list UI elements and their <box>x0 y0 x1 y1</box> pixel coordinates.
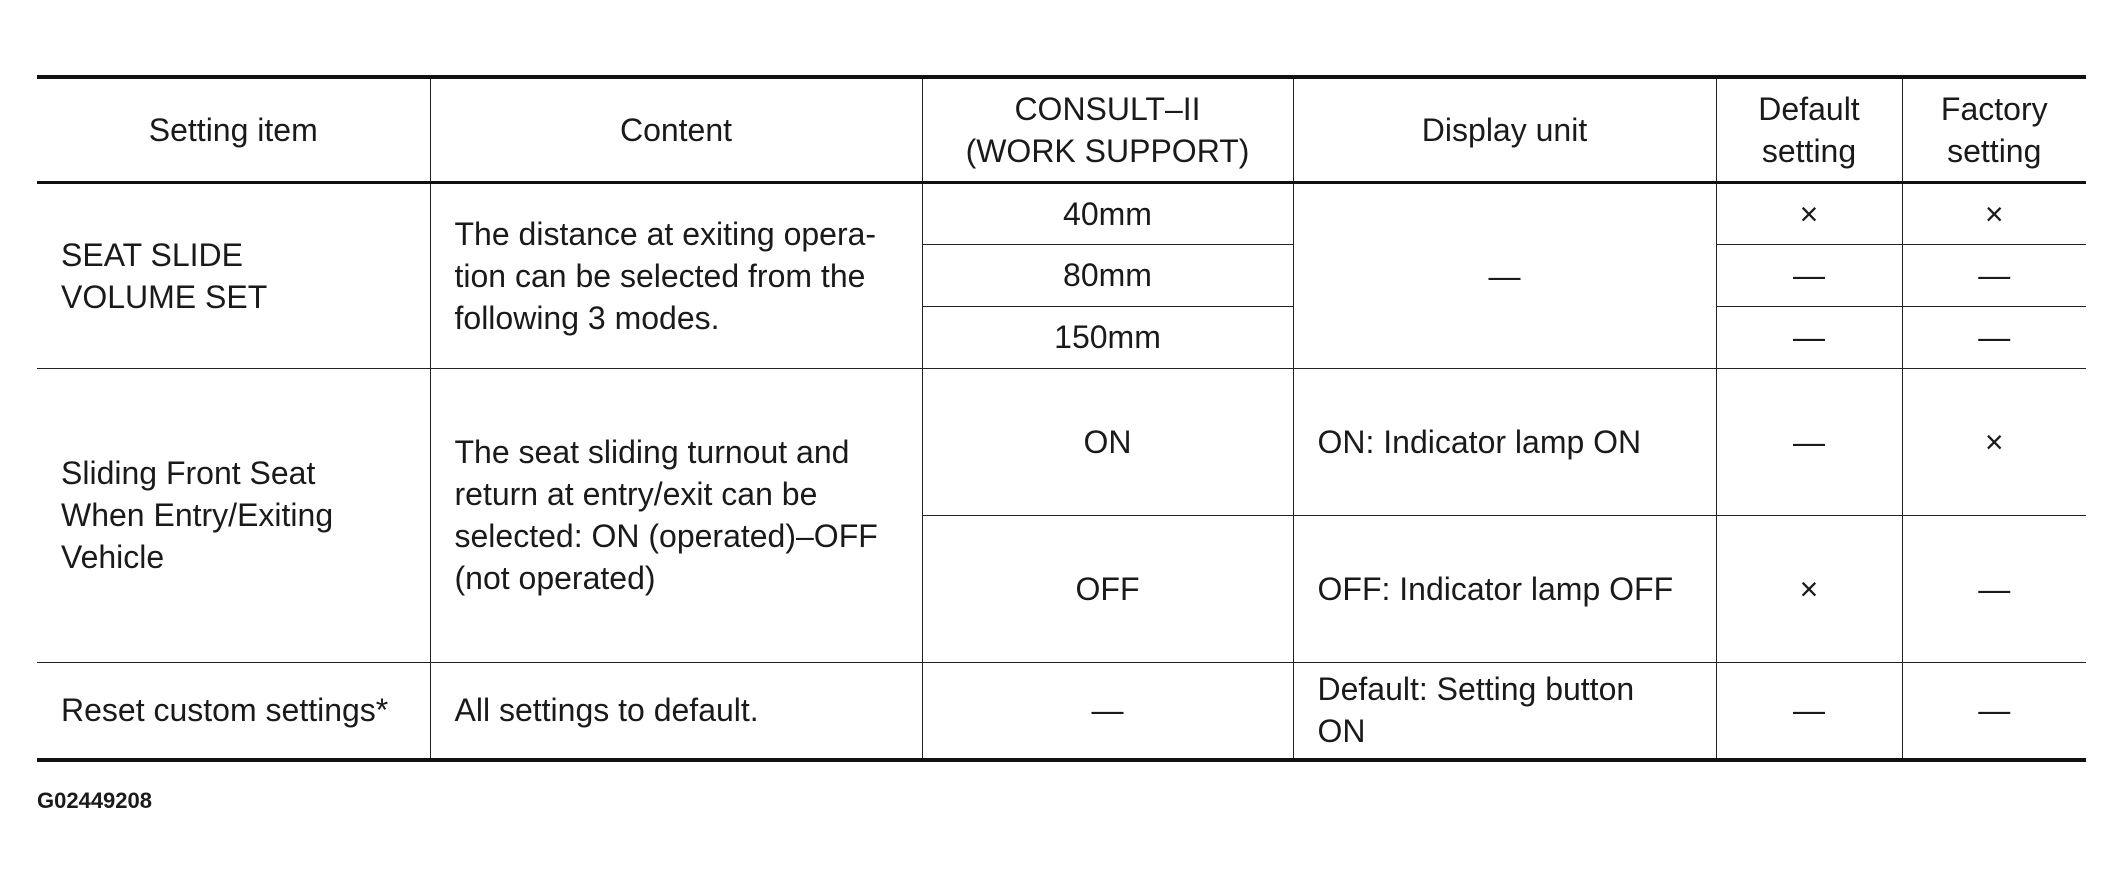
header-row <box>37 77 2086 182</box>
cell-consult-40mm: 40mm <box>922 182 1293 244</box>
table-row-sliding-front-on <box>37 368 2086 515</box>
cell-setting-item-seat-slide: SEAT SLIDE VOLUME SET <box>37 182 430 368</box>
header-content: Content <box>430 77 922 182</box>
cell-default-off: × <box>1716 515 1902 662</box>
cell-setting-item-sliding-front-seat: Sliding Front Seat When Entry/Exiting Vehicle <box>37 368 430 662</box>
table-row-seat-slide-40mm <box>37 182 2086 244</box>
cell-setting-item-reset: Reset custom settings* <box>37 662 430 760</box>
cell-factory-150mm: — <box>1902 306 2086 368</box>
cell-default-80mm: — <box>1716 244 1902 306</box>
header-consult-work-support: CONSULT–II (WORK SUPPORT) <box>922 77 1293 182</box>
cell-consult-off: OFF <box>922 515 1293 662</box>
cell-factory-40mm: × <box>1902 182 2086 244</box>
cell-display-on: ON: Indicator lamp ON <box>1293 368 1716 515</box>
cell-consult-150mm: 150mm <box>922 306 1293 368</box>
cell-consult-reset: — <box>922 662 1293 760</box>
table-row-reset-custom-settings <box>37 662 2086 760</box>
figure-id: G02449208 <box>37 788 152 813</box>
cell-content-seat-slide: The distance at exiting opera- tion can be selected from the following 3 modes. <box>430 182 922 368</box>
cell-factory-80mm: — <box>1902 244 2086 306</box>
header-display-unit: Display unit <box>1293 77 1716 182</box>
cell-content-reset: All settings to default. <box>430 662 922 760</box>
header-default-setting: Default setting <box>1716 77 1902 182</box>
cell-factory-on: × <box>1902 368 2086 515</box>
cell-default-reset: — <box>1716 662 1902 760</box>
cell-display-off: OFF: Indicator lamp OFF <box>1293 515 1716 662</box>
table-body <box>37 182 2086 760</box>
work-support-settings-table <box>37 75 2086 762</box>
cell-factory-off: — <box>1902 515 2086 662</box>
cell-content-sliding-front-seat: The seat sliding turnout and return at entry/exit can be selected: ON (operated)–OFF (not operated) <box>430 368 922 662</box>
cell-consult-on: ON <box>922 368 1293 515</box>
table-header <box>37 77 2086 182</box>
cell-display-seat-slide: — <box>1293 182 1716 368</box>
cell-consult-80mm: 80mm <box>922 244 1293 306</box>
cell-factory-reset: — <box>1902 662 2086 760</box>
cell-default-on: — <box>1716 368 1902 515</box>
header-factory-setting: Factory setting <box>1902 77 2086 182</box>
cell-default-150mm: — <box>1716 306 1902 368</box>
cell-default-40mm: × <box>1716 182 1902 244</box>
header-setting-item: Setting item <box>37 77 430 182</box>
cell-display-reset: Default: Setting button ON <box>1293 662 1716 760</box>
